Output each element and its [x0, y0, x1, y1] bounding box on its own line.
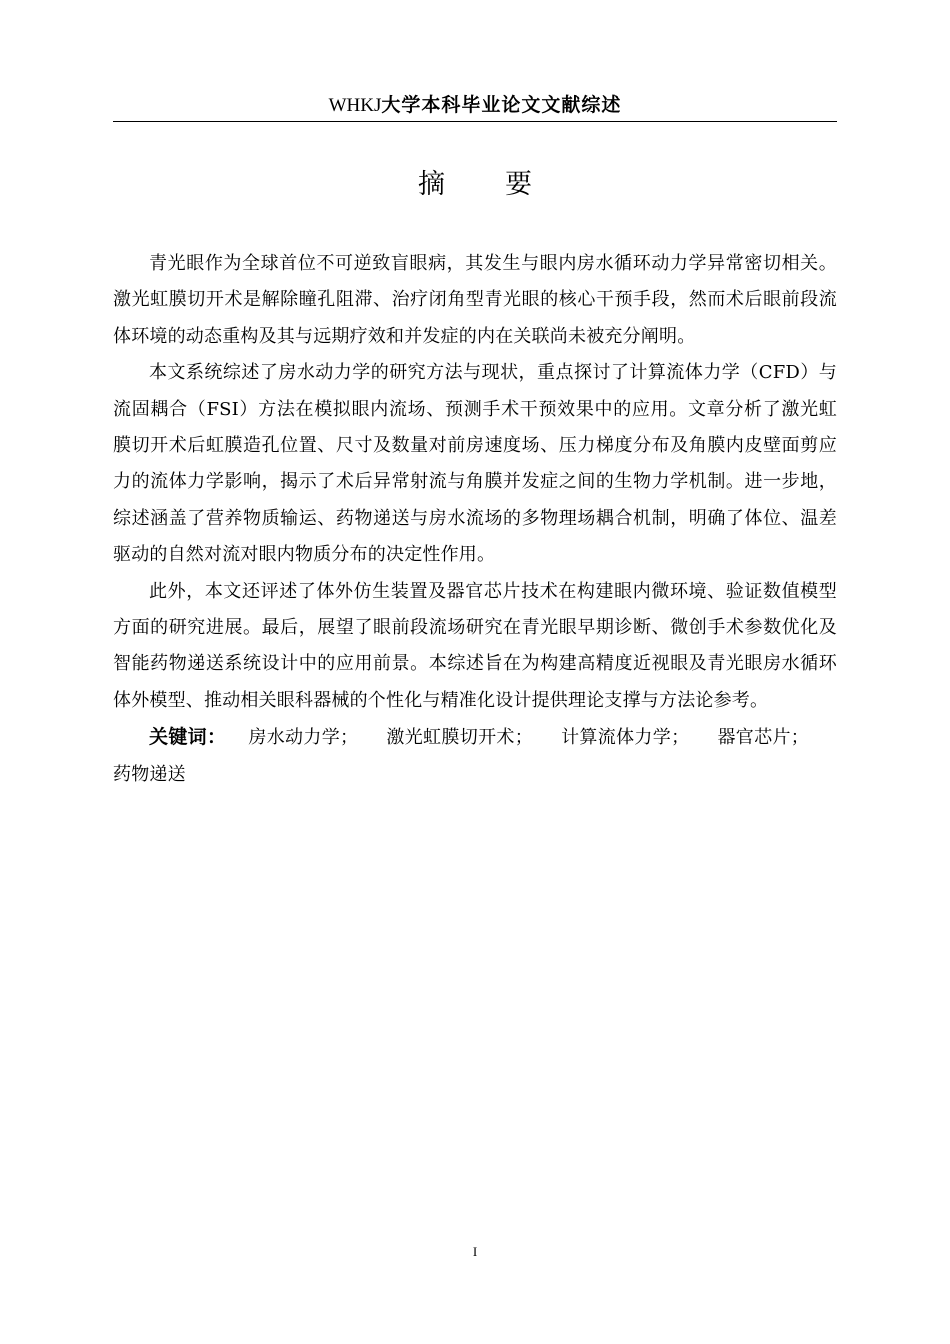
- header-rule: [113, 121, 837, 122]
- running-header: [113, 92, 837, 119]
- abstract-body: [113, 246, 837, 793]
- keyword-item: 药物递送: [113, 763, 186, 785]
- header-title: 大学本科毕业论文文献综述: [381, 94, 622, 116]
- keywords-label: 关键词：: [149, 726, 227, 749]
- abstract-paragraph-2: 本文系统综述了房水动力学的研究方法与现状，重点探讨了计算流体力学（CFD）与流固耦合（FSI）方法在模拟眼内流场、预测手术干预效果中的应用。文章分析了激光虹膜切开术后虹膜造孔位置、尺寸及数量对前房速度场、压力梯度分布及角膜内皮壁面剪应力的流体力学影响，揭示了术后异常射流与角膜并发症之间的生物力学机制。进一步地，综述涵盖了营养物质输运、药物递送与房水流场的多物理场耦合机制，明确了体位、温差驱动的自然对流对眼内物质分布的决定性作用。: [113, 362, 837, 566]
- keywords-line: [113, 719, 837, 793]
- abstract-paragraph-3: 此外，本文还评述了体外仿生装置及器官芯片技术在构建眼内微环境、验证数值模型方面的研究进展。最后，展望了眼前段流场研究在青光眼早期诊断、微创手术参数优化及智能药物递送系统设计中的应用前景。本综述旨在为构建高精度近视眼及青光眼房水循环体外模型、推动相关眼科器械的个性化与精准化设计提供理论支撑与方法论参考。: [113, 580, 837, 711]
- abstract-paragraph-1: 青光眼作为全球首位不可逆致盲眼病，其发生与眼内房水循环动力学异常密切相关。激光虹膜切开术是解除瞳孔阻滞、治疗闭角型青光眼的核心干预手段，然而术后眼前段流体环境的动态重构及其与远期疗效和并发症的内在关联尚未被充分阐明。: [113, 253, 837, 347]
- keyword-item: 激光虹膜切开术；: [386, 727, 533, 749]
- keyword-item: 房水动力学；: [248, 727, 359, 749]
- header-prefix: WHKJ: [328, 95, 382, 116]
- keyword-item: 计算流体力学；: [560, 727, 690, 749]
- keyword-item: 器官芯片；: [717, 727, 809, 749]
- abstract-title: 摘要: [418, 169, 592, 200]
- page-number: I: [472, 1244, 478, 1259]
